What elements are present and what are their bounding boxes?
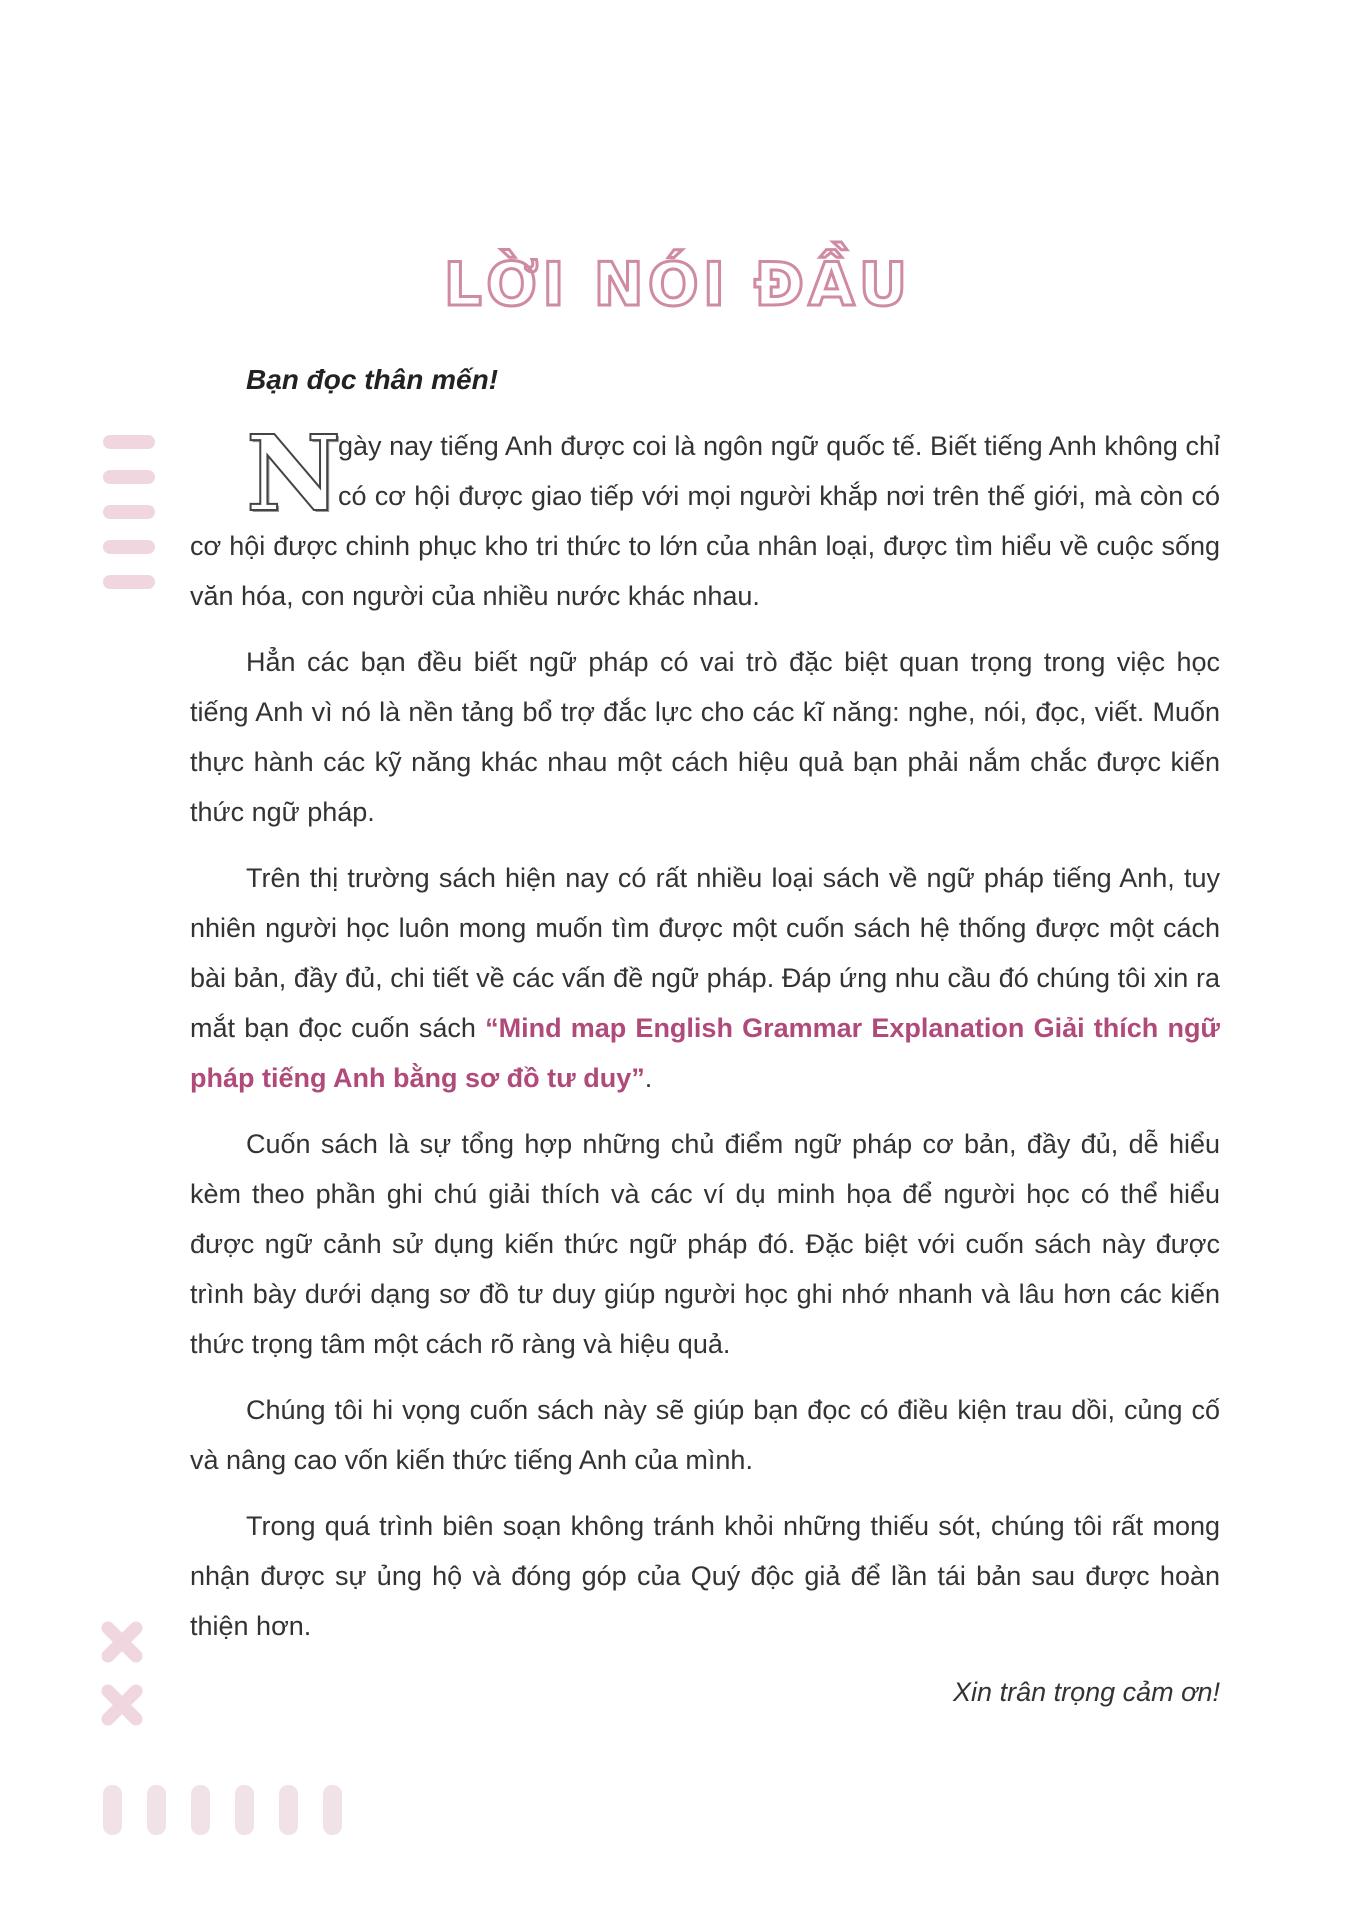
decorative-bar	[103, 575, 155, 589]
paragraph-book-intro-end: .	[644, 1063, 653, 1093]
book-title-highlight: “Mind map English Grammar Explanation Giải thích ngữ pháp tiếng Anh bằng sơ đồ tư duy”	[190, 1013, 1220, 1093]
preface-body	[190, 355, 1220, 1717]
decorative-cross-icon	[100, 1683, 144, 1727]
decorative-bar	[103, 505, 155, 519]
paragraph-book-intro	[190, 853, 1220, 1103]
decorative-bars-left	[103, 435, 155, 610]
paragraph-book-content: Cuốn sách là sự tổng hợp những chủ điểm ngữ pháp cơ bản, đầy đủ, dễ hiểu kèm theo phần ghi chú giải thích và các ví dụ minh họa để người học có thể hiểu được ngữ cảnh sử dụng kiến thức ngữ pháp đó. Đặc biệt với cuốn sách này được trình bày dưới dạng sơ đồ tư duy giúp người học ghi nhớ nhanh và lâu hơn các kiến thức trọng tâm một cách rõ ràng và hiệu quả.	[190, 1129, 1220, 1359]
decorative-bar	[147, 1785, 166, 1835]
paragraph-intro-text: gày nay tiếng Anh được coi là ngôn ngữ quốc tế. Biết tiếng Anh không chỉ có cơ hội được giao tiếp với mọi người khắp nơi trên thế giới, mà còn có cơ hội được chinh phục kho tri thức to lớn của nhân loại, được tìm hiểu về cuộc sống văn hóa, con người của nhiều nước khác nhau.	[190, 431, 1220, 611]
decorative-bar	[103, 435, 155, 449]
decorative-cross-icon	[100, 1620, 144, 1664]
decorative-bar	[279, 1785, 298, 1835]
drop-cap: N	[246, 412, 342, 535]
closing-thanks: Xin trân trọng cảm ơn!	[953, 1677, 1220, 1707]
paragraph-hope: Chúng tôi hi vọng cuốn sách này sẽ giúp bạn đọc có điều kiện trau dồi, củng cố và nâng cao vốn kiến thức tiếng Anh của mình.	[190, 1395, 1220, 1475]
decorative-bar	[103, 470, 155, 484]
decorative-bar	[103, 1785, 122, 1835]
decorative-bar	[235, 1785, 254, 1835]
greeting: Bạn đọc thân mến!	[246, 364, 499, 395]
paragraph-feedback: Trong quá trình biên soạn không tránh khỏi những thiếu sót, chúng tôi rất mong nhận được sự ủng hộ và đóng góp của Quý độc giả để lần tái bản sau được hoàn thiện hơn.	[190, 1511, 1220, 1641]
paragraph-book-intro-text: Trên thị trường sách hiện nay có rất nhiều loại sách về ngữ pháp tiếng Anh, tuy nhiên người học luôn mong muốn tìm được một cuốn sách hệ thống được một cách bài bản, đầy đủ, chi tiết về các vấn đề ngữ pháp. Đáp ứng nhu cầu đó chúng tôi xin ra mắt bạn đọc cuốn sách	[190, 863, 1220, 1043]
paragraph-intro	[190, 412, 1220, 621]
page-title: LỜI NÓI ĐẦU	[443, 250, 912, 321]
decorative-bar	[103, 540, 155, 554]
decorative-bar	[191, 1785, 210, 1835]
decorative-bars-bottom	[103, 1785, 342, 1835]
decorative-bar	[323, 1785, 342, 1835]
paragraph-grammar-role: Hẳn các bạn đều biết ngữ pháp có vai trò đặc biệt quan trọng trong việc học tiếng Anh vì nó là nền tảng bổ trợ đắc lực cho các kĩ năng: nghe, nói, đọc, viết. Muốn thực hành các kỹ năng khác nhau một cách hiệu quả bạn phải nắm chắc được kiến thức ngữ pháp.	[190, 647, 1220, 827]
